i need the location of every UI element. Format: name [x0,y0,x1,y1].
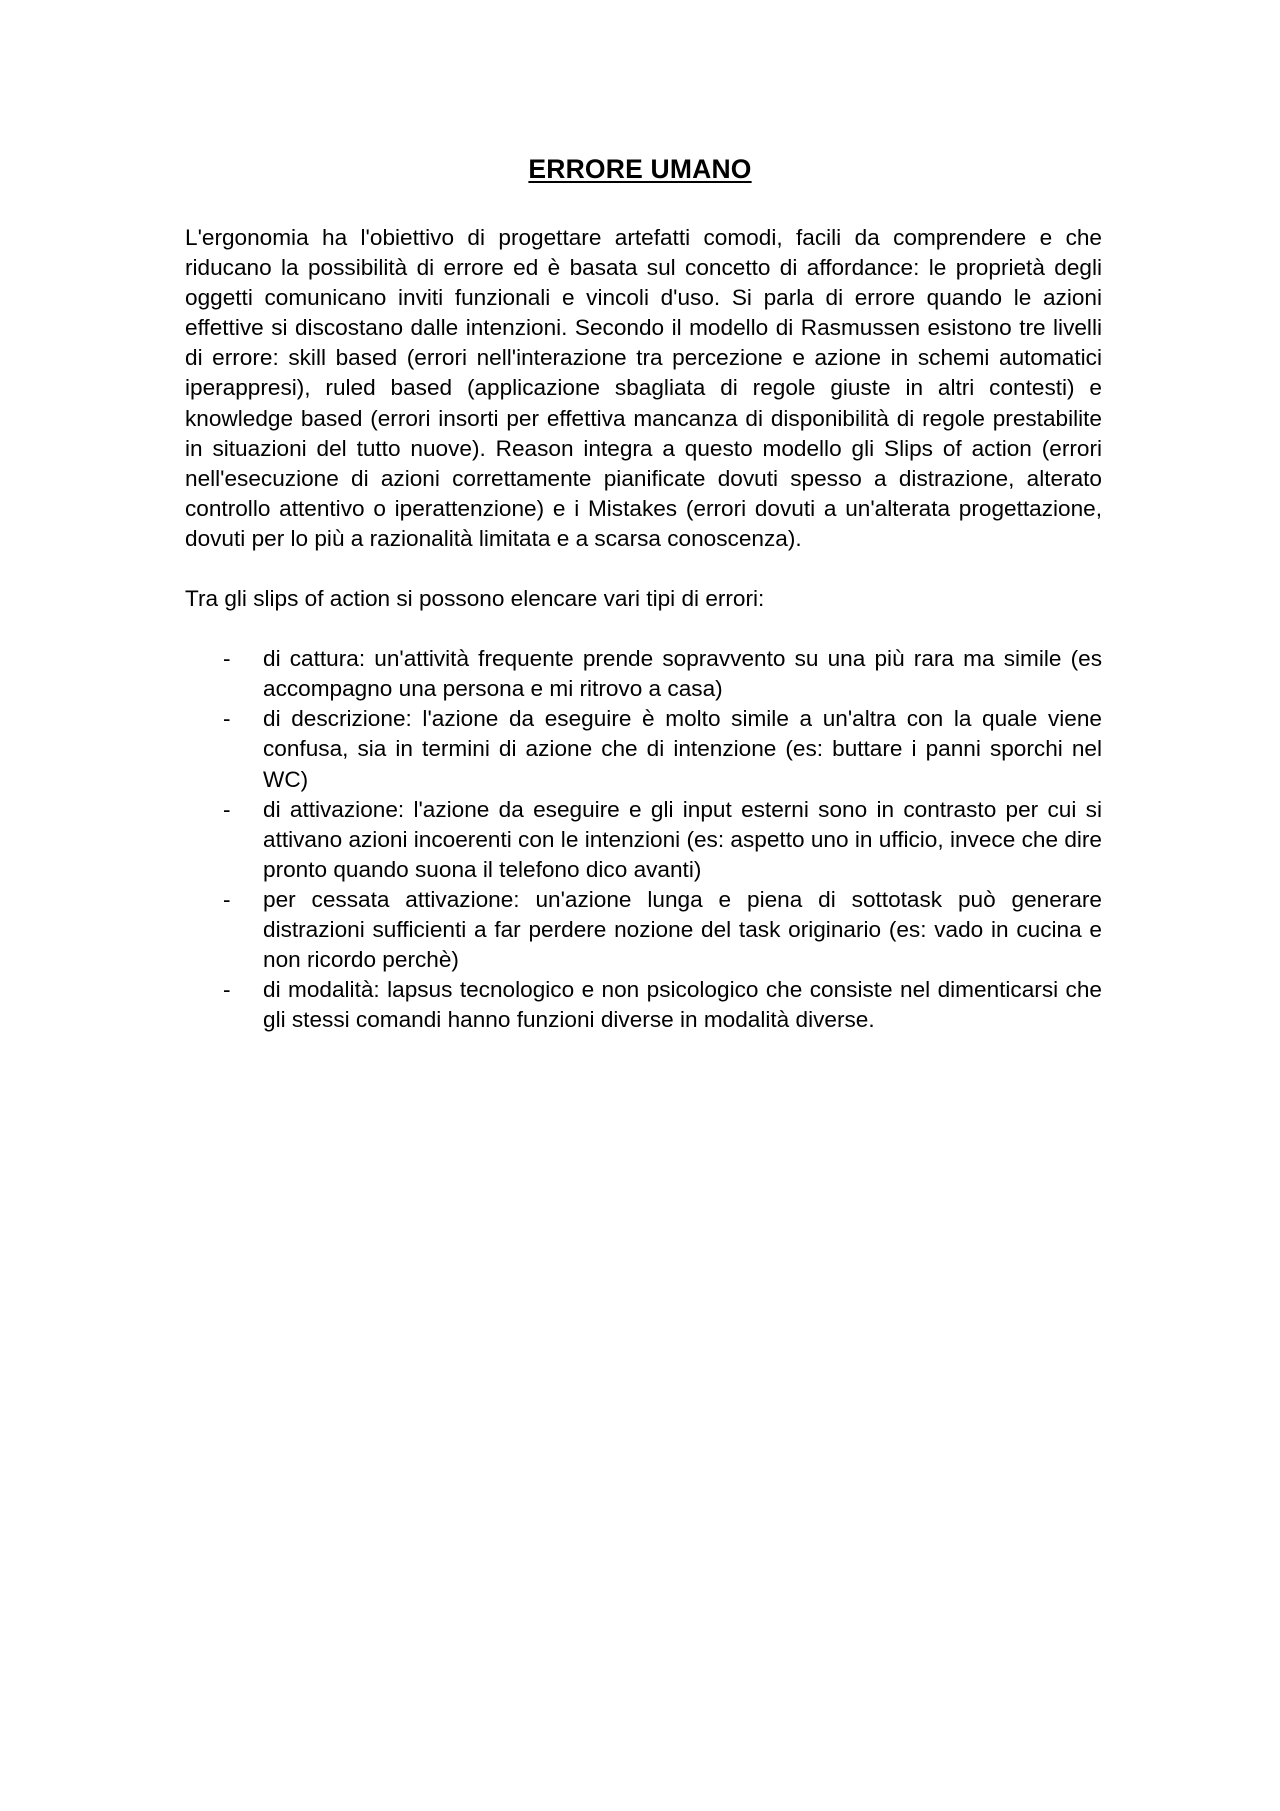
list-item [185,795,1102,885]
bullet-dash: - [223,796,231,822]
list-item [185,704,1102,794]
list-item-text: di cattura: un'attività frequente prende sopravvento su una più rara ma simile (es accompagno una persona e mi ritrovo a casa) [263,646,1102,702]
list-item [185,975,1102,1035]
bullet-dash: - [223,646,231,672]
list-item-text: di attivazione: l'azione da eseguire e gli input esterni sono in contrasto per cui si attivano azioni incoerenti con le intenzioni (es: aspetto uno in ufficio, invece che dire pronto quando suona il telefono dico avanti) [263,796,1102,882]
list-item-text: per cessata attivazione: un'azione lunga e piena di sottotask può generare distrazioni sufficienti a far perdere nozione del task originario (es: vado in cucina e non ricordo perchè) [263,886,1102,973]
body-paragraph: L'ergonomia ha l'obiettivo di progettare artefatti comodi, facili da comprendere e che riducano la possibilità di errore ed è basata sul concetto di affordance: le proprietà degli oggetti comunicano inviti funzionali e vincoli d'uso. Si parla di errore quando le azioni effettive si discostano dalle intenzioni. Secondo il modello di Rasmussen esistono tre livelli di errore: skill based (errori nell'interazione tra percezione e azione in schemi automatici iperappresi), ruled based (applicazione sbagliata di regole giuste in altri contesti) e knowledge based (errori insorti per effettiva mancanza di disponibilità di regole prestabilite in situazioni del tutto nuove). Reason integra a questo modello gli Slips of action (errori nell'esecuzione di azioni correttamente pianificate dovuti spesso a distrazione, alterato controllo attentivo o iperattenzione) e i Mistakes (errori dovuti a un'alterata progettazione, dovuti per lo più a razionalità limitata e a scarsa conoscenza). [185,225,1102,551]
bullet-dash: - [223,706,231,732]
list-item [185,885,1102,975]
bullet-dash: - [223,886,231,912]
list-intro: Tra gli slips of action si possono elencare vari tipi di errori: [185,586,765,612]
list-item-text: di modalità: lapsus tecnologico e non psicologico che consiste nel dimenticarsi che gli stessi comandi hanno funzioni diverse in modalità diverse. [263,977,1102,1033]
bullet-dash: - [223,977,231,1003]
error-types-list [185,644,1102,1035]
document-title: ERRORE UMANO [528,154,752,184]
list-item-text: di descrizione: l'azione da eseguire è molto simile a un'altra con la quale viene confusa, sia in termini di azione che di intenzione (es: buttare i panni sporchi nel WC) [263,706,1102,792]
document-body [185,223,1102,1035]
list-item [185,644,1102,704]
